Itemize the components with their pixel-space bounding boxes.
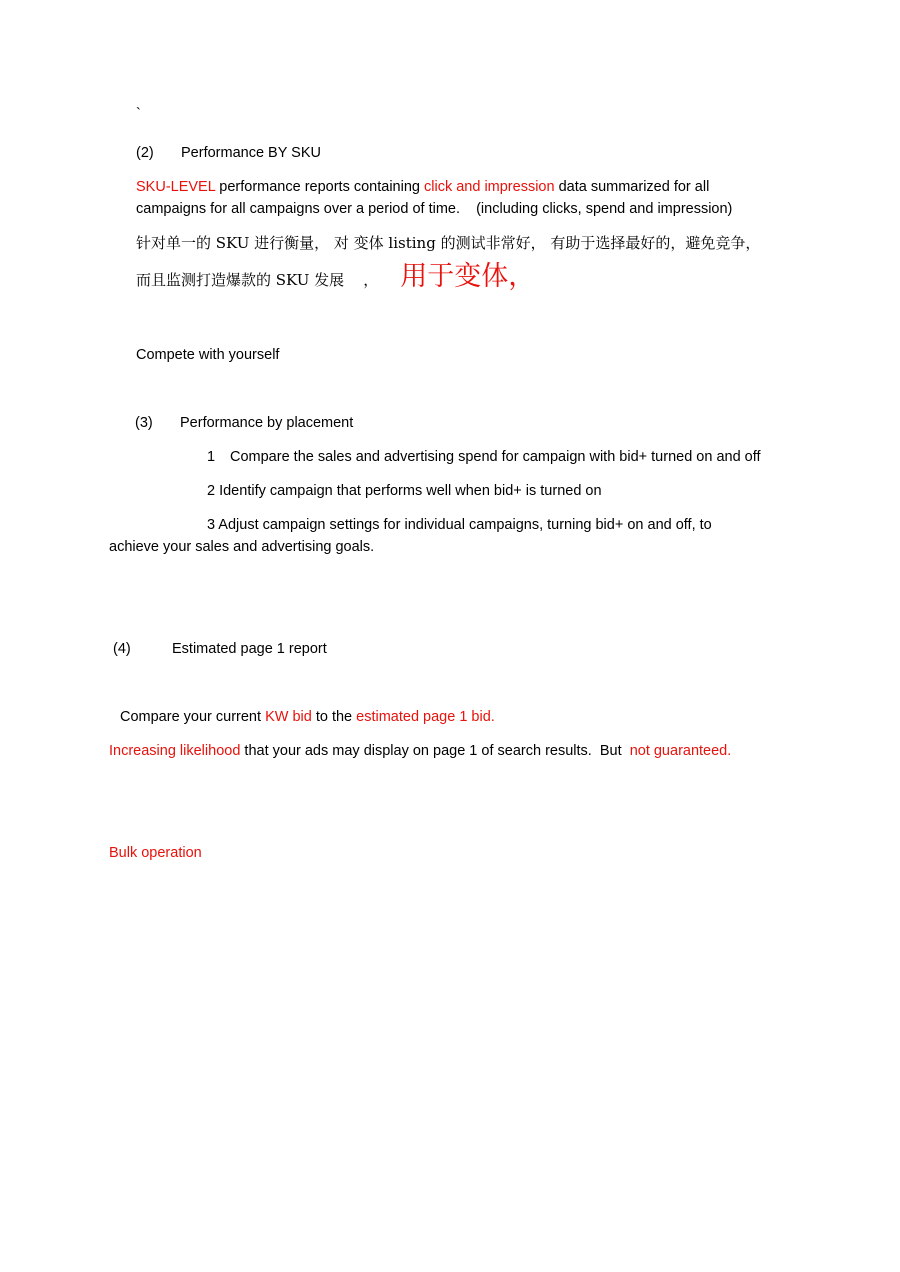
compare-text: Compare your current	[120, 709, 266, 725]
section-3-number: (3)	[135, 415, 153, 431]
not-guaranteed-highlight: not guaranteed.	[629, 743, 732, 759]
section-2-title: Performance BY SKU	[181, 145, 321, 161]
compare-text: to the	[311, 709, 357, 725]
compete-note: Compete with yourself	[136, 347, 280, 363]
likelihood-line	[109, 741, 731, 761]
chinese-note-line-1: 针对单一的 SKU 进行衡量， 对 变体 listing 的测试非常好， 有助于选择最好的，避免竞争，	[136, 234, 761, 252]
placement-item-2: 2 Identify campaign that performs well when bid+ is turned on	[207, 483, 602, 499]
sku-paragraph-line-1	[136, 177, 709, 197]
item-1-number: 1	[207, 449, 216, 465]
bulk-operation-heading: Bulk operation	[109, 845, 202, 861]
section-3-title: Performance by placement	[180, 415, 354, 431]
click-impression-highlight: click and impression	[424, 179, 555, 195]
variant-note-highlight: 用于变体，	[400, 261, 536, 292]
sku-level-highlight: SKU-LEVEL	[136, 179, 216, 195]
section-2-number: (2)	[136, 145, 154, 161]
sku-text: data summarized for all	[554, 179, 710, 195]
section-3-heading	[135, 413, 353, 433]
section-4-title: Estimated page 1 report	[172, 641, 327, 657]
placement-item-1	[207, 447, 761, 467]
section-4-heading	[113, 639, 327, 659]
likelihood-text: that your ads may display on page 1 of search results. But	[240, 743, 630, 759]
estimated-bid-highlight: estimated page 1 bid.	[356, 709, 495, 725]
compare-bid-line	[120, 707, 495, 727]
tick-mark: `	[136, 106, 141, 122]
likelihood-highlight: Increasing likelihood	[109, 743, 241, 759]
placement-item-3: 3 Adjust campaign settings for individual campaigns, turning bid+ on and off, to	[207, 517, 712, 533]
placement-item-3-continued: achieve your sales and advertising goals.	[109, 539, 375, 555]
sku-text: performance reports containing	[215, 179, 424, 195]
sku-paragraph-line-2: campaigns for all campaigns over a period of time. (including clicks, spend and impression)	[136, 201, 733, 217]
chinese-note-line-2	[136, 260, 535, 294]
chinese-note-text: 而且监测打造爆款的 SKU 发展 ，	[136, 271, 379, 289]
section-2-heading	[136, 143, 321, 163]
kw-bid-highlight: KW bid	[265, 709, 312, 725]
item-1-text: Compare the sales and advertising spend for campaign with bid+ turned on and off	[230, 449, 761, 465]
section-4-number: (4)	[113, 641, 131, 657]
